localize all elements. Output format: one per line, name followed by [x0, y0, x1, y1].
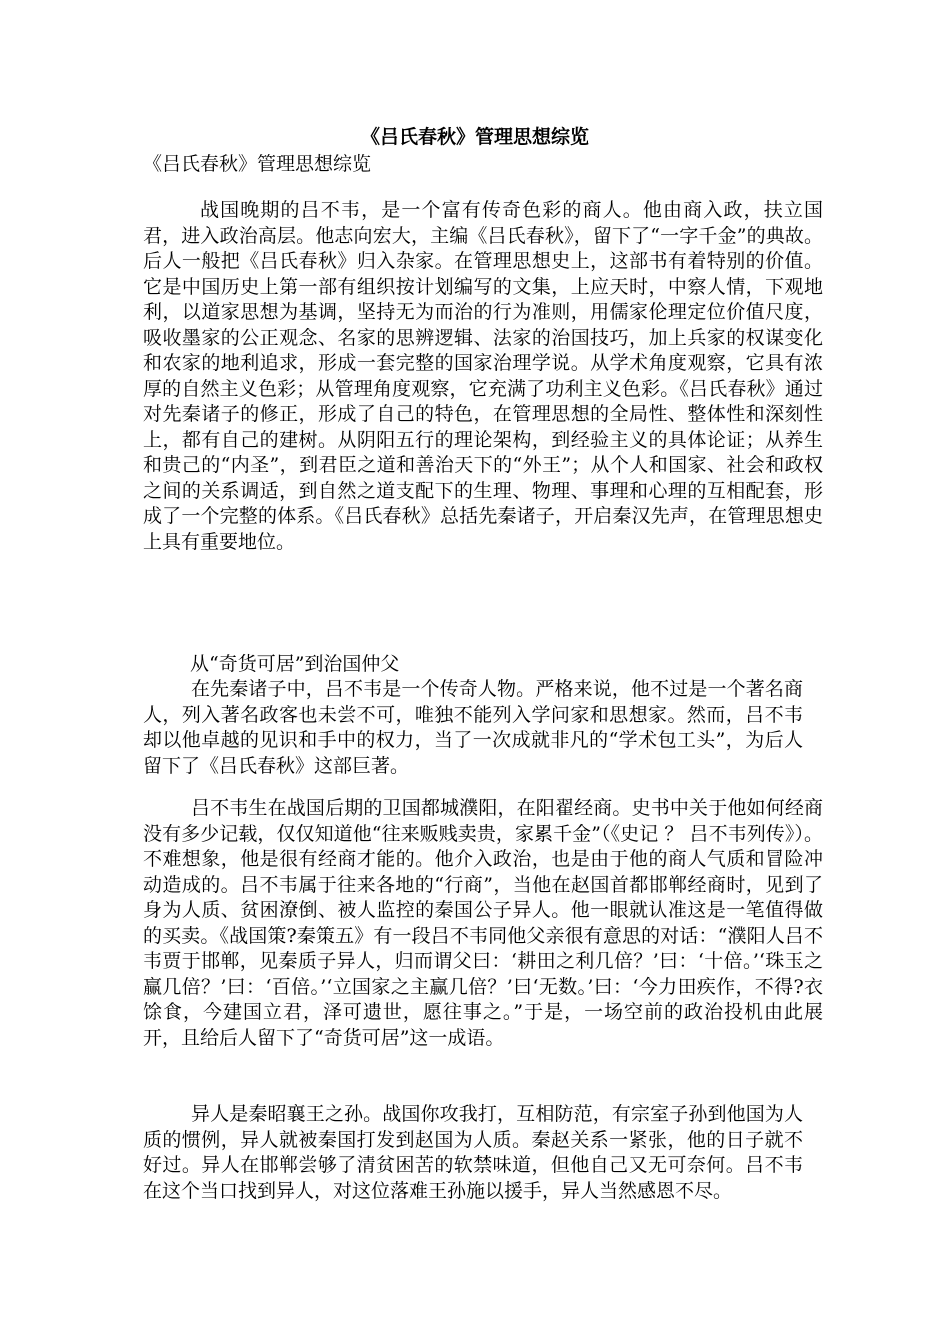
paragraph-body-2: 吕不韦生在战国后期的卫国都城濮阳，在阳翟经商。史书中关于他如何经商没有多少记载，仅仅知道他“往来贩贱卖贵，家累千金”（《史记 ？ 吕不韦列传》）。不难想象，他是很有经商才能的。他介入政治，也是由于他的商人气质和冒险冲动造成的。吕不韦属于往来各地的“行商”，当他在赵国首都邯郸经商时，见到了身为人质、贫困潦倒、被人监控的秦国公子异人。他一眼就认准这是一笔值得做的买卖。《战国策?秦策五》有一段吕不韦同他父亲很有意思的对话：“濮阳人吕不韦贾于邯郸，见秦质子异人，归而谓父曰：‘耕田之利几倍？’曰：‘十倍。’‘珠玉之赢几倍？’曰：‘百倍。’‘立国家之主赢几倍？’曰‘无数。’曰：‘今力田疾作，不得?衣馀食，今建国立君，泽可遗世，愿往事之。”于是，一场空前的政治投机由此展开，且给后人留下了“奇货可居”这一成语。: [143, 797, 823, 1049]
document-subtitle: 《吕氏春秋》管理思想综览: [143, 153, 372, 175]
document-title: 《吕氏春秋》管理思想综览: [360, 126, 589, 148]
section-heading: 从“奇货可居”到治国仲父: [190, 653, 400, 675]
paragraph-body-1: 在先秦诸子中，吕不韦是一个传奇人物。严格来说，他不过是一个著名商人，列入著名政客也未尝不可，唯独不能列入学问家和思想家。然而，吕不韦却以他卓越的见识和手中的权力，当了一次成就非凡的“学术包工头”，为后人留下了《吕氏春秋》这部巨著。: [143, 678, 803, 777]
paragraph-body-3: 异人是秦昭襄王之孙。战国你攻我打，互相防范，有宗室子孙到他国为人质的惯例，异人就被秦国打发到赵国为人质。秦赵关系一紧张，他的日子就不好过。异人在邯郸尝够了清贫困苦的软禁味道，但他自己又无可奈何。吕不韦在这个当口找到异人，对这位落难王孙施以援手，异人当然感恩不尽。: [143, 1103, 803, 1202]
paragraph-intro: 战国晚期的吕不韦，是一个富有传奇色彩的商人。他由商入政，扶立国君，进入政治高层。他志向宏大，主编《吕氏春秋》，留下了“一字千金”的典故。后人一般把《吕氏春秋》归入杂家。在管理思想史上，这部书有着特别的价值。它是中国历史上第一部有组织按计划编写的文集，上应天时，中察人情，下观地利，以道家思想为基调，坚持无为而治的行为准则，用儒家伦理定位价值尺度，吸收墨家的公正观念、名家的思辨逻辑、法家的治国技巧，加上兵家的权谋变化和农家的地利追求，形成一套完整的国家治理学说。从学术角度观察，它具有浓厚的自然主义色彩；从管理角度观察，它充满了功利主义色彩。《吕氏春秋》通过对先秦诸子的修正，形成了自己的特色，在管理思想的全局性、整体性和深刻性上，都有自己的建树。从阴阳五行的理论架构，到经验主义的具体论证；从养生和贵己的“内圣”，到君臣之道和善治天下的“外王”；从个人和国家、社会和政权之间的关系调适，到自然之道支配下的生理、物理、事理和心理的互相配套，形成了一个完整的体系。《吕氏春秋》总括先秦诸子，开启秦汉先声，在管理思想史上具有重要地位。: [143, 199, 823, 553]
